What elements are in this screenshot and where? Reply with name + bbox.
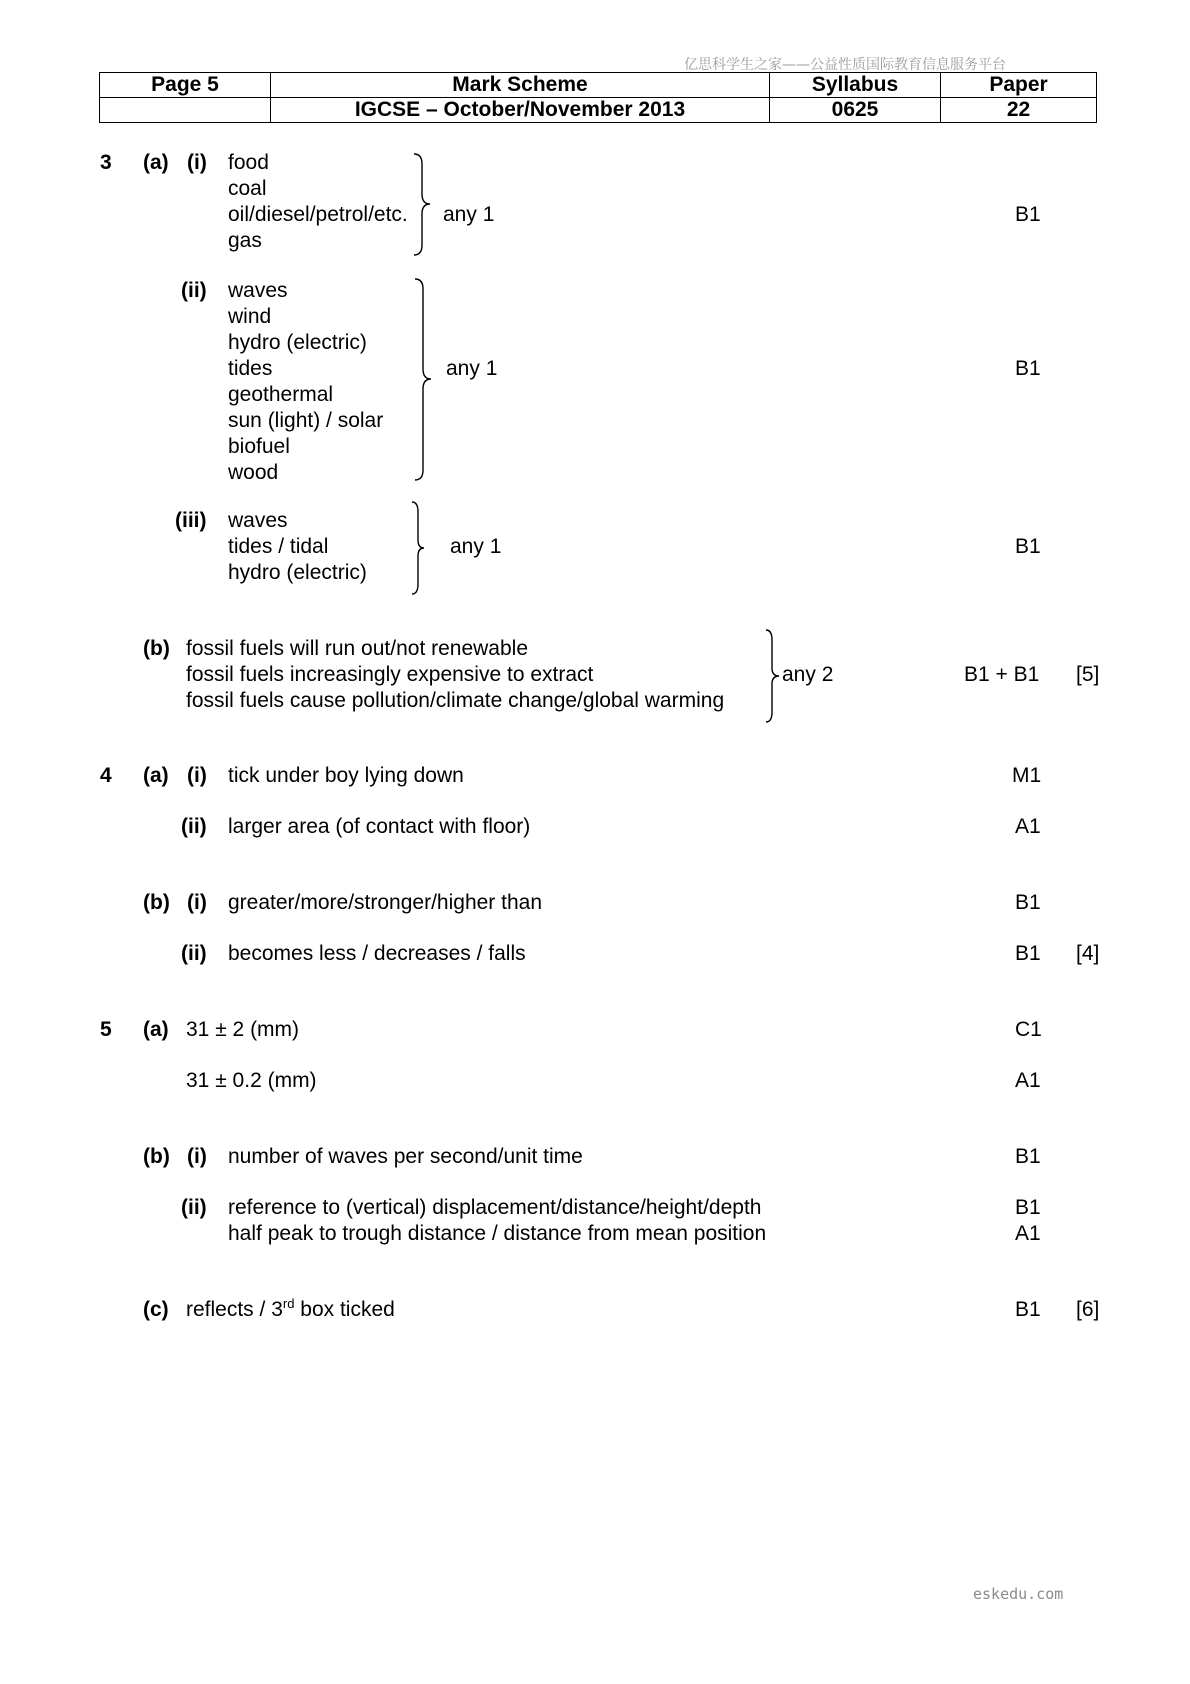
part-label: (a): [143, 1018, 169, 1041]
subpart-label: (i): [187, 764, 207, 787]
answer-item: waves: [228, 509, 288, 532]
part-label: (b): [143, 1145, 170, 1168]
mark: A1: [1015, 1069, 1041, 1092]
part-label: (b): [143, 891, 170, 914]
answer-item: hydro (electric): [228, 561, 367, 584]
answer-item: biofuel: [228, 435, 290, 458]
answer-item: tides: [228, 357, 273, 380]
any-note: any 1: [450, 535, 502, 558]
header-mark-scheme: Mark Scheme: [271, 73, 770, 98]
answer-item: sun (light) / solar: [228, 409, 384, 432]
answer-item: oil/diesel/petrol/etc.: [228, 203, 408, 226]
part-label: (a): [143, 151, 169, 174]
subpart-label: (iii): [175, 509, 207, 532]
any-note: any 1: [443, 203, 495, 226]
mark: C1: [1015, 1018, 1042, 1041]
subpart-label: (ii): [181, 942, 207, 965]
watermark-text: 亿思科学生之家——公益性质国际教育信息服务平台: [684, 57, 1006, 73]
subpart-label: (i): [187, 151, 207, 174]
part-label: (b): [143, 637, 170, 660]
header-empty-cell: [100, 98, 271, 123]
mark: B1: [1015, 1145, 1041, 1168]
answer-item: fossil fuels cause pollution/climate change/global warming: [186, 689, 725, 712]
question-total: [4]: [1076, 942, 1100, 965]
mark: B1: [1015, 535, 1041, 558]
answer-item: tides / tidal: [228, 535, 329, 558]
answer-text: greater/more/stronger/higher than: [228, 891, 543, 914]
answer-item: fossil fuels will run out/not renewable: [186, 637, 529, 660]
right-brace: [764, 628, 782, 724]
right-brace: [410, 500, 426, 596]
answer-text: larger area (of contact with floor): [228, 815, 531, 838]
answer-item: wind: [228, 305, 272, 328]
answer-text: half peak to trough distance / distance from mean position: [228, 1222, 767, 1245]
answer-item: fossil fuels increasingly expensive to extract: [186, 663, 594, 686]
header-syllabus: 0625: [770, 98, 941, 123]
subpart-label: (ii): [181, 279, 207, 302]
answer-item: coal: [228, 177, 267, 200]
subpart-label: (i): [187, 1145, 207, 1168]
header-syllabus-label: Syllabus: [770, 73, 941, 98]
header-page: Page 5: [100, 73, 271, 98]
answer-text: reference to (vertical) displacement/distance/height/depth: [228, 1196, 762, 1219]
answer-text: 31 ± 0.2 (mm): [186, 1069, 317, 1092]
answer-text-main: reflects / 3: [186, 1298, 283, 1321]
answer-text: number of waves per second/unit time: [228, 1145, 583, 1168]
part-label: (a): [143, 764, 169, 787]
mark: A1: [1015, 815, 1041, 838]
mark: B1: [1015, 942, 1041, 965]
mark: B1: [1015, 203, 1041, 226]
answer-item: hydro (electric): [228, 331, 367, 354]
answer-text: becomes less / decreases / falls: [228, 942, 526, 965]
mark: B1: [1015, 357, 1041, 380]
answer-item: waves: [228, 279, 288, 302]
mark: A1: [1015, 1222, 1041, 1245]
right-brace: [413, 277, 433, 482]
answer-item: gas: [228, 229, 262, 252]
question-number: 4: [100, 764, 112, 787]
footer-site: eskedu.com: [973, 1585, 1064, 1603]
answer-text: 31 ± 2 (mm): [186, 1018, 300, 1041]
subpart-label: (i): [187, 891, 207, 914]
right-brace: [412, 152, 432, 257]
any-note: any 2: [782, 663, 834, 686]
mark: B1: [1015, 1298, 1041, 1321]
header-exam: IGCSE – October/November 2013: [271, 98, 770, 123]
answer-text: [186, 1297, 395, 1323]
mark: B1: [1015, 1196, 1041, 1219]
any-note: any 1: [446, 357, 498, 380]
subpart-label: (ii): [181, 815, 207, 838]
question-total: [5]: [1076, 663, 1100, 686]
answer-item: geothermal: [228, 383, 334, 406]
answer-text-rest: box ticked: [294, 1298, 395, 1321]
header-table: [99, 72, 1097, 123]
ordinal-suffix: rd: [282, 1296, 295, 1311]
mark: B1 + B1: [964, 663, 1040, 686]
answer-item: food: [228, 151, 269, 174]
subpart-label: (ii): [181, 1196, 207, 1219]
question-number: 3: [100, 151, 112, 174]
mark: M1: [1012, 764, 1042, 787]
answer-text: tick under boy lying down: [228, 764, 464, 787]
mark: B1: [1015, 891, 1041, 914]
header-paper: 22: [941, 98, 1097, 123]
header-paper-label: Paper: [941, 73, 1097, 98]
part-label: (c): [143, 1298, 169, 1321]
question-number: 5: [100, 1018, 112, 1041]
question-total: [6]: [1076, 1298, 1100, 1321]
answer-item: wood: [228, 461, 279, 484]
